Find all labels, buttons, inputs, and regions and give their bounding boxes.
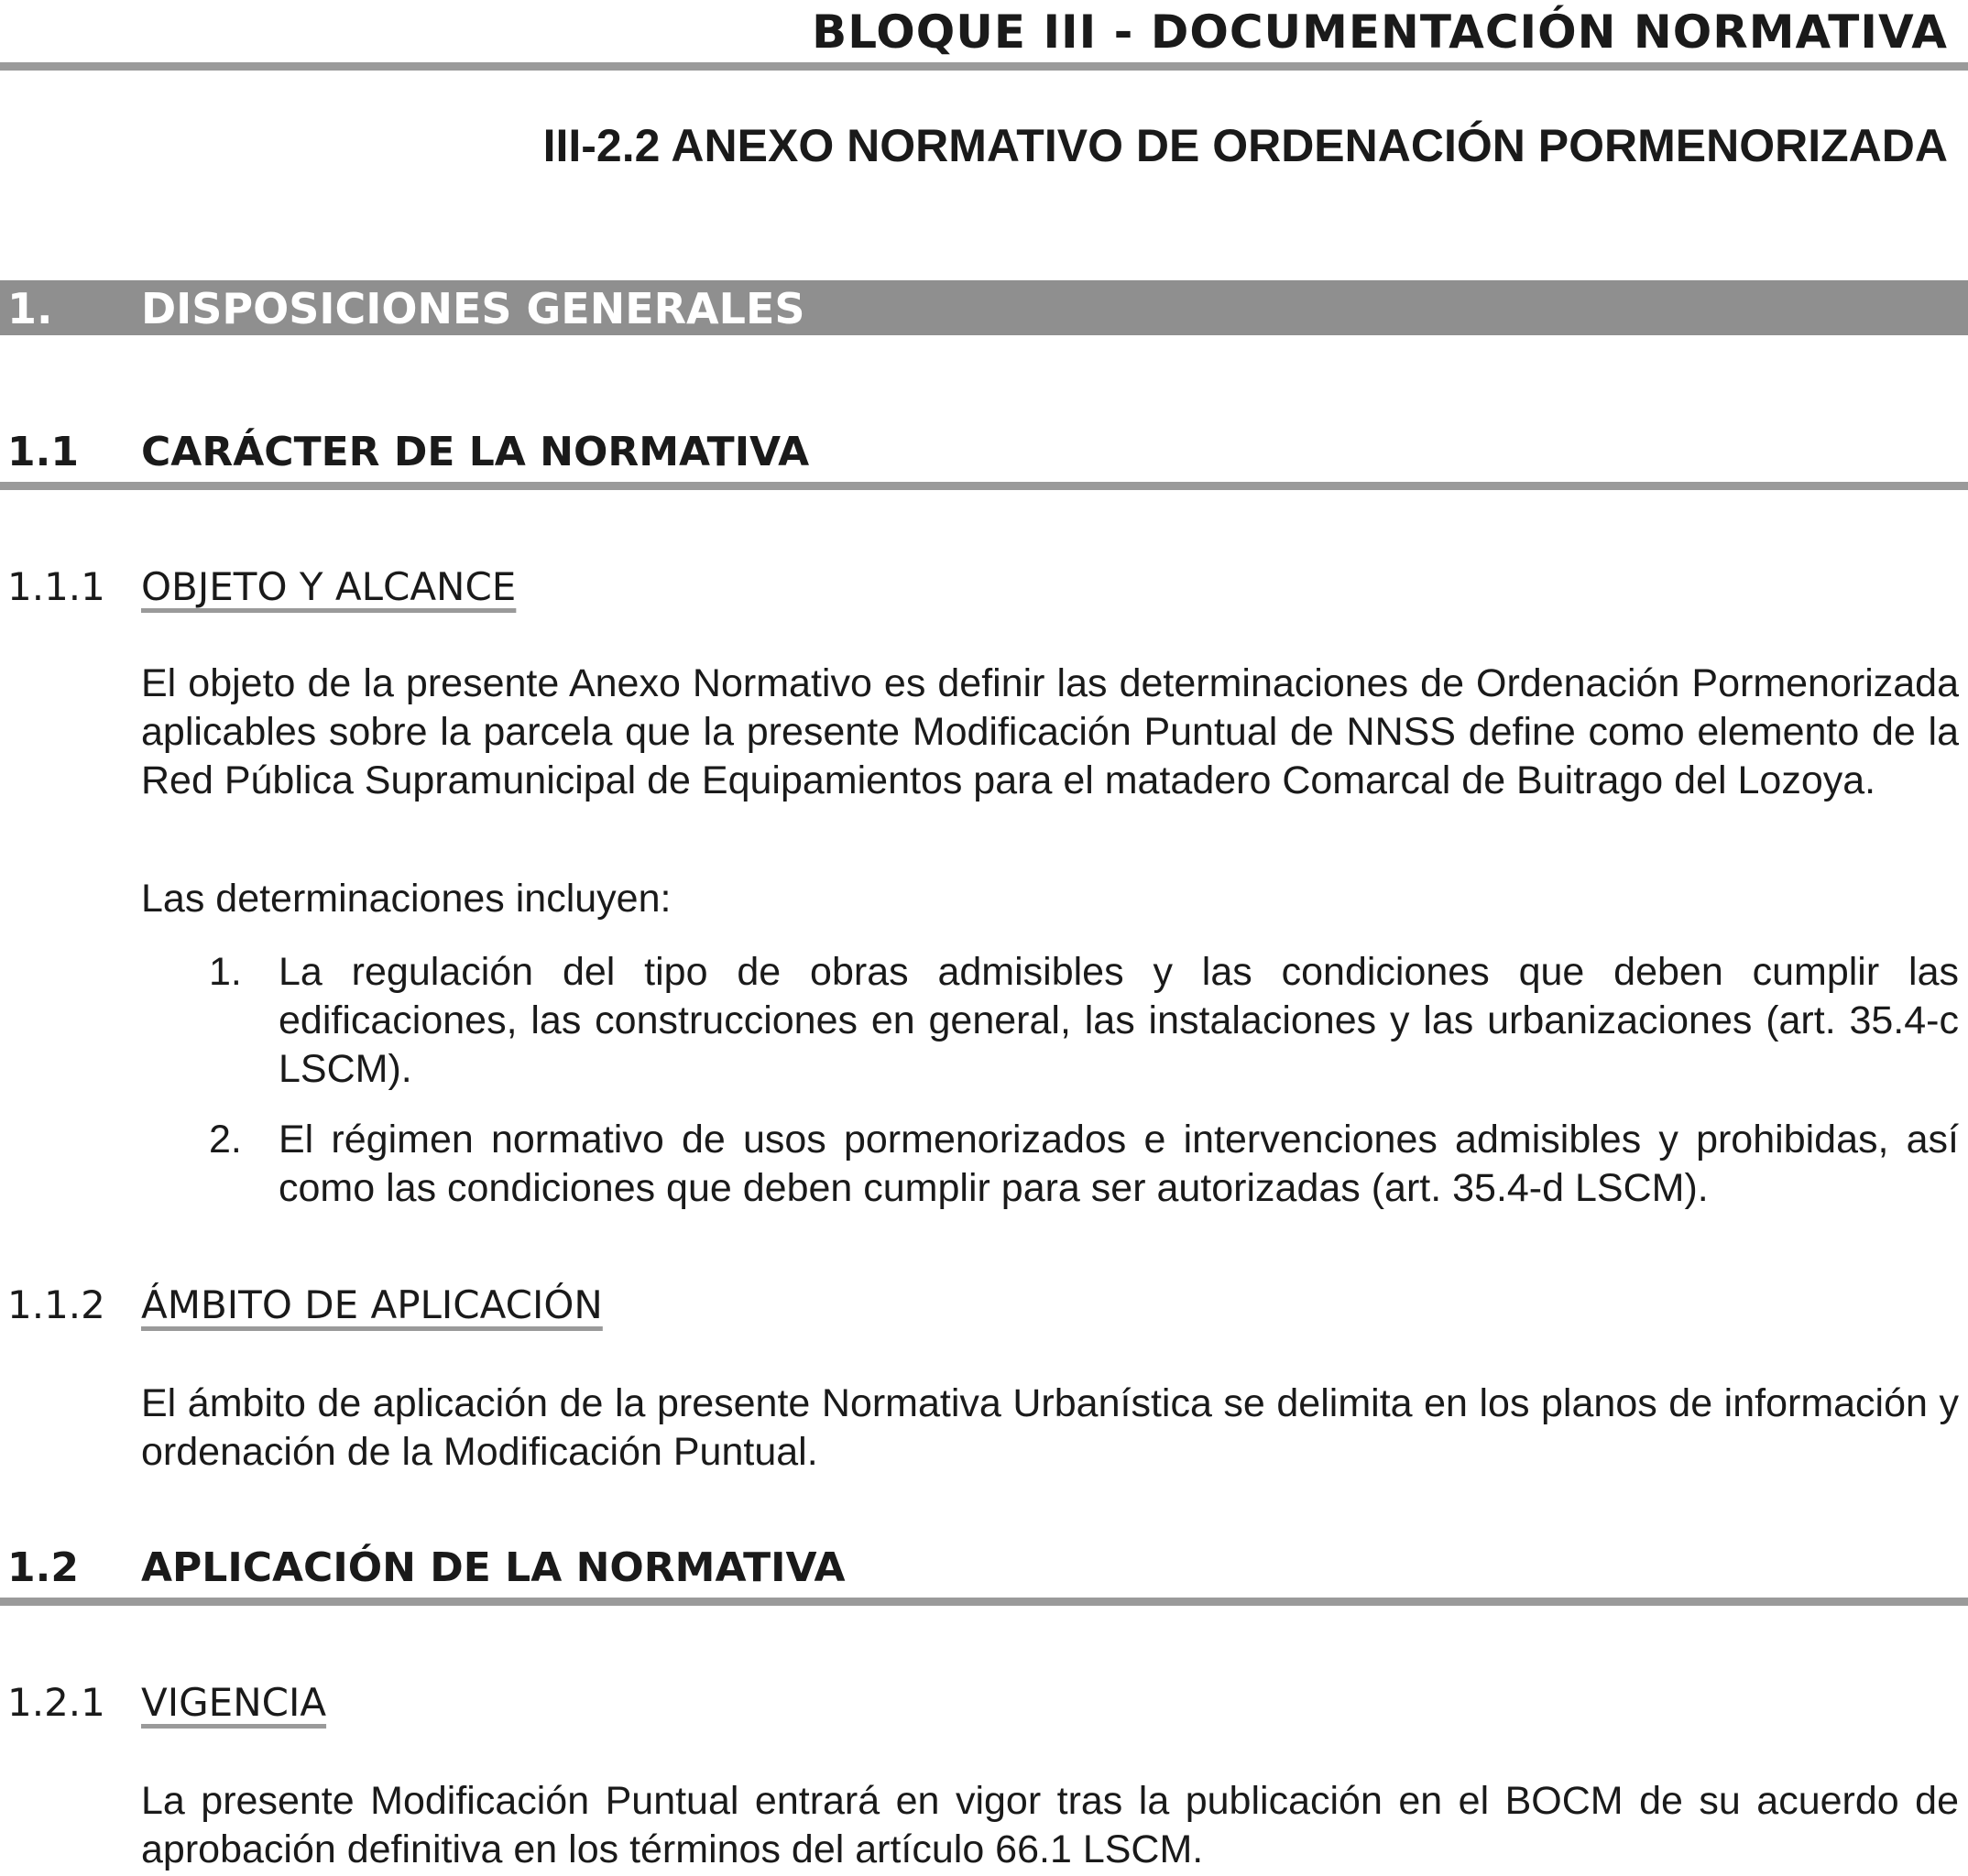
objeto-paragraph: El objeto de la presente Anexo Normativo es definir las determinaciones de Ordenación Pormenorizada aplicables sobre la parcela que la presente Modificación Puntual de NNSS define como elemento de la Red Pública Supramunicipal de Equipamientos para el matadero Comarcal de Buitrago del Lozoya. (141, 661, 1959, 802)
chapter-title: DISPOSICIONES GENERALES (141, 284, 805, 333)
subsection-1-1-2-title: ÁMBITO DE APLICACIÓN (141, 1282, 603, 1327)
list-item-number: 2. (209, 1118, 242, 1162)
subsection-1-1-1-title: OBJETO Y ALCANCE (141, 564, 517, 609)
annex-title: III-2.2 ANEXO NORMATIVO DE ORDENACIÓN PORMENORIZADA (542, 120, 1948, 171)
ambito-paragraph: El ámbito de aplicación de la presente Normativa Urbanística se delimita en los planos de información y ordenación de la Modificación Puntual. (141, 1381, 1959, 1474)
header-rule (0, 62, 1968, 71)
section-1-2-number: 1.2 (7, 1544, 79, 1591)
list-item-text: La regulación del tipo de obras admisibles y las condiciones que deben cumplir las edificaciones, las construcciones en general, las instalaciones y las urbanizaciones (art. 35.4-c LSCM). (279, 950, 1959, 1091)
section-1-2-title: APLICACIÓN DE LA NORMATIVA (141, 1544, 846, 1591)
chapter-heading-band (0, 280, 1968, 335)
subsection-1-2-1-number: 1.2.1 (7, 1680, 105, 1725)
section-1-2-rule (0, 1598, 1968, 1606)
list-item-number: 1. (209, 950, 242, 994)
subsection-1-2-1-title: VIGENCIA (141, 1680, 327, 1725)
section-1-1-rule (0, 482, 1968, 490)
subsection-1-1-2-number: 1.1.2 (7, 1282, 105, 1327)
section-1-1-title: CARÁCTER DE LA NORMATIVA (141, 429, 810, 475)
list-item (209, 1116, 1959, 1213)
list-item-text: El régimen normativo de usos pormenorizados e intervenciones admisibles y prohibidas, así como las condiciones que deben cumplir para ser autorizadas (art. 35.4-d LSCM). (279, 1118, 1959, 1210)
list-item (209, 948, 1959, 1094)
block-title: BLOQUE III - DOCUMENTACIÓN NORMATIVA (812, 5, 1948, 59)
determinaciones-intro: Las determinaciones incluyen: (141, 877, 672, 921)
chapter-number: 1. (7, 284, 53, 333)
subsection-1-1-1-number: 1.1.1 (7, 564, 105, 609)
section-1-1-number: 1.1 (7, 429, 79, 475)
vigencia-paragraph: La presente Modificación Puntual entrará en vigor tras la publicación en el BOCM de su acuerdo de aprobación definitiva en los términos del artículo 66.1 LSCM. (141, 1779, 1959, 1871)
